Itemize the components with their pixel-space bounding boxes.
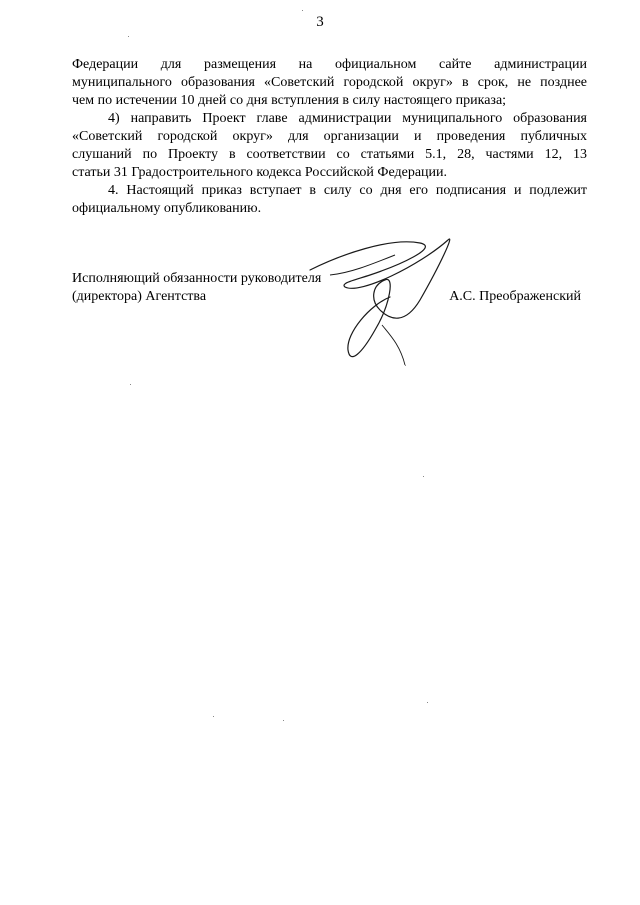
paragraph-line: слушаний по Проекту в соответствии со статьями 5.1, 28, частями 12, 13: [72, 147, 587, 162]
paragraph-1: [72, 56, 587, 110]
paragraph-line: «Советский городской округ» для организации и проведения публичных: [72, 129, 587, 144]
signer-position-line1: Исполняющий обязанности руководителя: [72, 271, 322, 286]
handwritten-signature: [300, 225, 460, 375]
document-body: [72, 56, 587, 218]
scan-speck: [130, 384, 131, 385]
scan-speck: [128, 36, 129, 37]
paragraph-3: [72, 182, 587, 218]
paragraph-line: 4) направить Проект главе администрации муниципального образования: [108, 111, 587, 126]
scan-speck: [283, 720, 284, 721]
page-number: 3: [316, 14, 324, 30]
paragraph-line: официальному опубликованию.: [72, 201, 262, 216]
scan-speck: [213, 716, 214, 717]
scan-speck: [405, 365, 406, 366]
paragraph-line: чем по истечении 10 дней со дня вступления в силу настоящего приказа;: [72, 93, 507, 108]
scan-speck: [423, 476, 424, 477]
paragraph-line: муниципального образования «Советский городской округ» в срок, не позднее: [72, 75, 587, 90]
signer-position-text: (директора) Агентства: [72, 289, 207, 304]
paragraph-line: Федерации для размещения на официальном сайте администрации: [72, 57, 587, 72]
paragraph-line: статьи 31 Градостроительного кодекса Российской Федерации.: [72, 165, 448, 180]
paragraph-line: 4. Настоящий приказ вступает в силу со дня его подписания и подлежит: [108, 183, 587, 198]
scan-speck: [302, 10, 303, 11]
paragraph-2: [72, 110, 587, 182]
signer-name: А.С. Преображенский: [449, 289, 581, 304]
scan-speck: [427, 702, 428, 703]
